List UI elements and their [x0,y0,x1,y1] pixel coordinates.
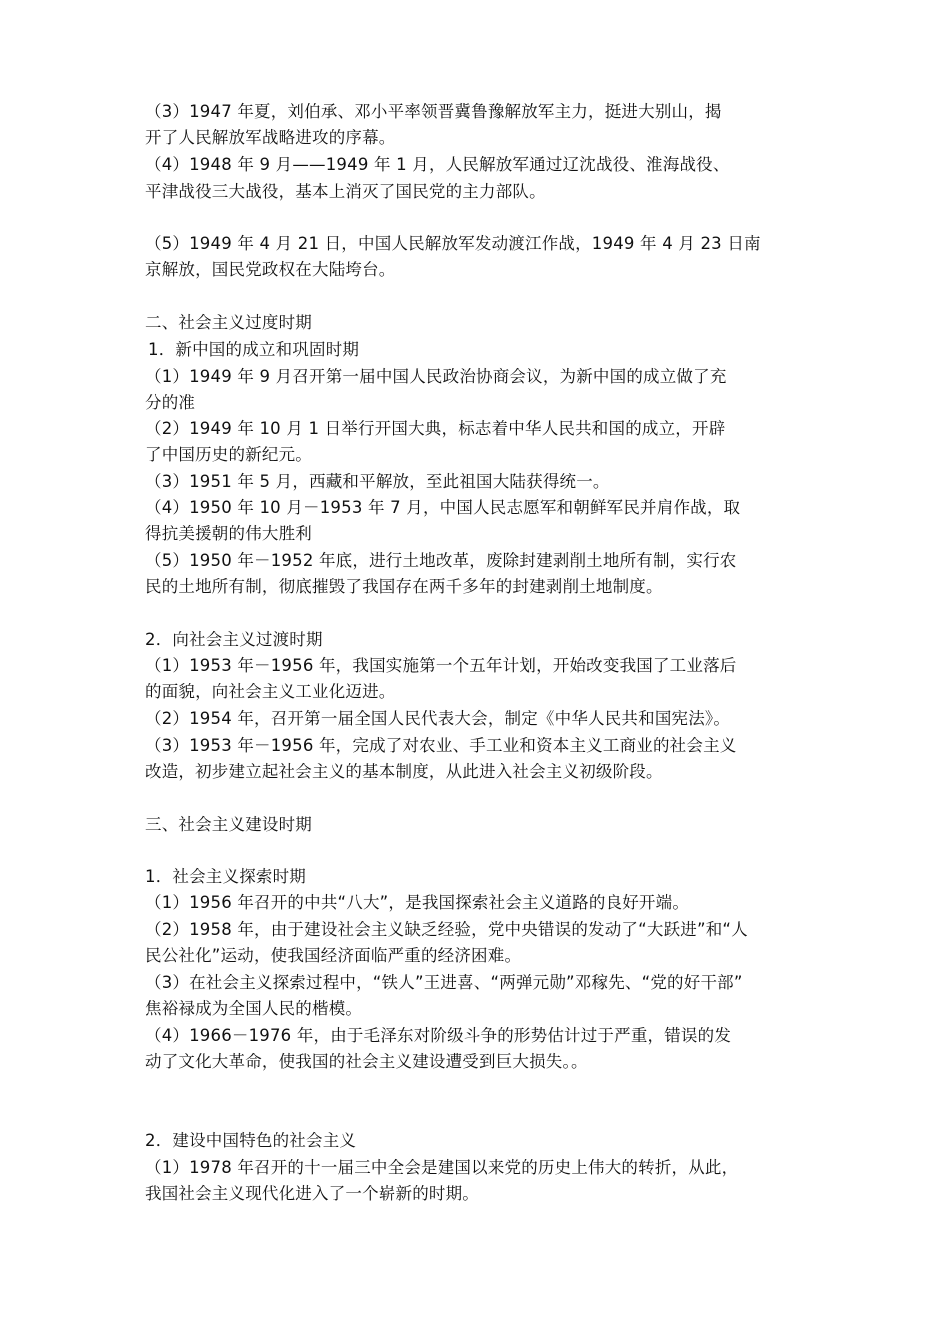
text-line: 了中国历史的新纪元。 [145,445,312,464]
text-line: （4）1948 年 9 月——1949 年 1 月，人民解放军通过辽沈战役、淮海战役、 [145,155,730,174]
section-heading: 三、社会主义建设时期 [145,815,312,834]
text-line: 京解放，国民党政权在大陆垮台。 [145,260,396,279]
text-line: （1）1978 年召开的十一届三中全会是建国以来党的历史上伟大的转折，从此， [145,1158,739,1177]
text-line: （4）1966－1976 年，由于毛泽东对阶级斗争的形势估计过于严重，错误的发 [145,1026,732,1045]
text-line: 动了文化大革命，使我国的社会主义建设遭受到巨大损失。。 [145,1052,588,1071]
text-line: （3）在社会主义探索过程中，“铁人”王进喜、“两弹元勋”邓稼先、“党的好干部” [145,973,743,992]
text-line: （3）1947 年夏，刘伯承、邓小平率领晋冀鲁豫解放军主力，挺进大别山，揭 [145,102,722,121]
subsection-heading: 1．新中国的成立和巩固时期 [148,340,360,359]
text-line: 民公社化”运动，使我国经济面临严重的经济困难。 [145,946,522,965]
section-heading: 二、社会主义过度时期 [145,313,312,332]
text-line: （3）1953 年－1956 年，完成了对农业、手工业和资本主义工商业的社会主义 [145,736,737,755]
text-line: （2）1958 年，由于建设社会主义缺乏经验，党中央错误的发动了“大跃进”和“人 [145,920,748,939]
text-line: 焦裕禄成为全国人民的楷模。 [145,999,363,1018]
text-line: 民的土地所有制，彻底摧毁了我国存在两千多年的封建剥削土地制度。 [145,577,663,596]
subsection-heading: 1．社会主义探索时期 [145,867,306,886]
subsection-heading: 2．建设中国特色的社会主义 [145,1131,357,1150]
text-line: 开了人民解放军战略进攻的序幕。 [145,128,396,147]
text-line: 得抗美援朝的伟大胜利 [145,524,312,543]
text-line: （1）1956 年召开的中共“八大”，是我国探索社会主义道路的良好开端。 [145,893,690,912]
text-line: （1）1953 年－1956 年，我国实施第一个五年计划，开始改变我国了工业落后 [145,656,737,675]
text-line: （1）1949 年 9 月召开第一届中国人民政治协商会议，为新中国的成立做了充 [145,367,727,386]
text-line: （3）1951 年 5 月，西藏和平解放，至此祖国大陆获得统一。 [145,472,610,491]
subsection-heading: 2．向社会主义过渡时期 [145,630,323,649]
text-line: （2）1949 年 10 月 1 日举行开国大典，标志着中华人民共和国的成立，开辟 [145,419,726,438]
text-line: （5）1950 年－1952 年底，进行土地改革，废除封建剥削土地所有制，实行农 [145,551,737,570]
text-line: 的面貌，向社会主义工业化迈进。 [145,682,396,701]
text-line: （2）1954 年，召开第一届全国人民代表大会，制定《中华人民共和国宪法》。 [145,709,731,728]
text-line: 平津战役三大战役，基本上消灭了国民党的主力部队。 [145,182,546,201]
text-line: （5）1949 年 4 月 21 日，中国人民解放军发动渡江作战，1949 年 4 月 23 日南 [145,234,761,253]
text-line: 我国社会主义现代化进入了一个崭新的时期。 [145,1184,479,1203]
text-line: 分的准 [145,393,196,412]
text-line: （4）1950 年 10 月－1953 年 7 月，中国人民志愿军和朝鲜军民并肩作战，取 [145,498,741,517]
text-line: 改造，初步建立起社会主义的基本制度，从此进入社会主义初级阶段。 [145,762,663,781]
